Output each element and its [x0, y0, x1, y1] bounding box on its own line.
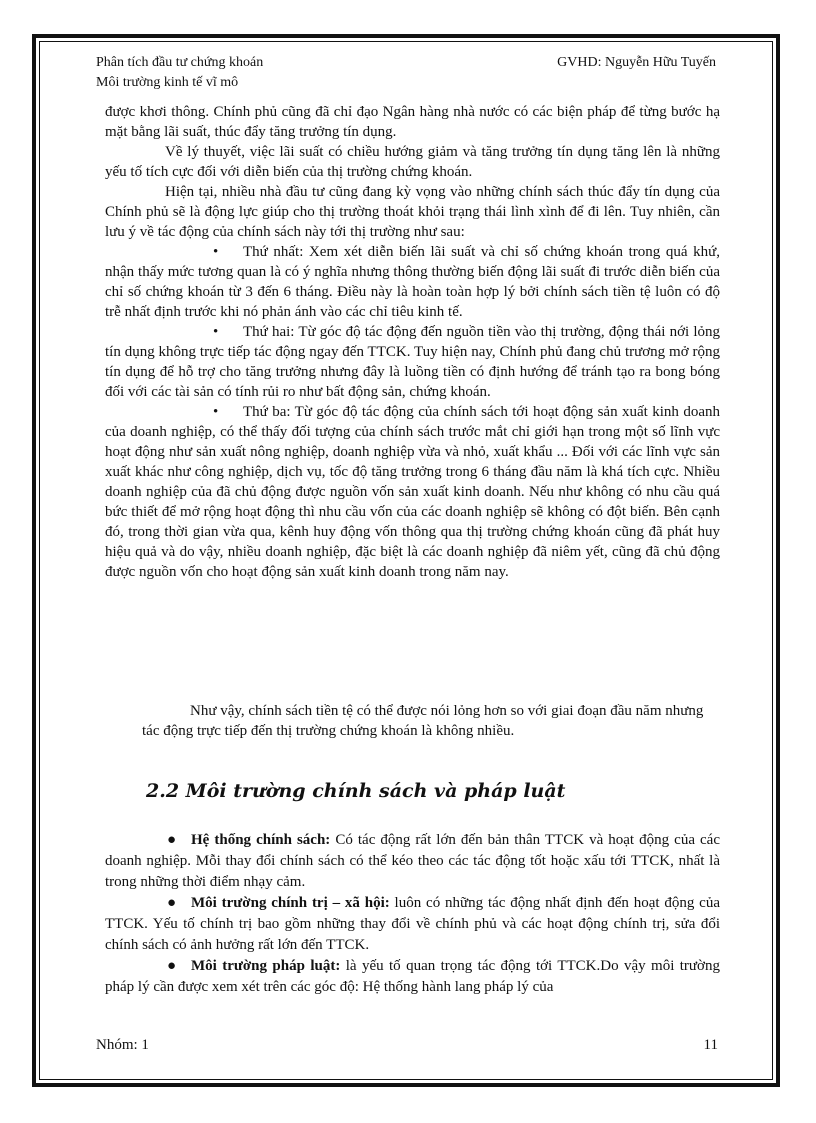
- page-number: 11: [703, 1037, 718, 1053]
- section-heading: 2.2 Môi trường chính sách và pháp luật: [146, 780, 566, 802]
- bullet-paragraph-2: [105, 322, 720, 402]
- filled-bullet-icon: ●: [167, 895, 177, 911]
- bullet-paragraph-1: [105, 242, 720, 322]
- bullet-text-2: Thứ hai: Từ góc độ tác động đến nguồn tiền vào thị trường, động thái nới lỏng tín dụng không trực tiếp tác động ngay đến TTCK. Tuy hiện nay, Chính phủ đang chủ trương mở rộng tín dụng để hỗ trợ cho tăng trưởng nhưng đây là luồng tiền có định hướng để tránh tạo ra bong bóng đối với các tài sản có tính rủi ro như bất động sản, chứng khoán.: [105, 324, 720, 400]
- paragraph-1: được khơi thông. Chính phủ cũng đã chỉ đạo Ngân hàng nhà nước có các biện pháp để từng bước hạ mặt bằng lãi suất, thúc đẩy tăng trưởng tín dụng.: [105, 104, 720, 140]
- conclusion-text: Như vậy, chính sách tiền tệ có thể được nói lỏng hơn so với giai đoạn đầu năm nhưng tác động trực tiếp đến thị trường chứng khoán là không nhiều.: [142, 703, 704, 739]
- section-list: [105, 830, 720, 998]
- paragraph-3: Hiện tại, nhiều nhà đầu tư cũng đang kỳ vọng vào những chính sách thúc đẩy tín dụng của Chính phủ sẽ là động lực giúp cho thị trường thoát khỏi trạng thái lình xình để đi lên. Tuy nhiên, cần lưu ý về tác động của chính sách này tới thị trường như sau:: [105, 184, 720, 240]
- section-item-label: Hệ thống chính sách:: [191, 832, 331, 848]
- section-item-text: luôn có những tác động nhất định đến hoạt động của TTCK. Yếu tố chính trị bao gồm những thay đổi về chính phủ và các hoạt động chính trị, sửa đổi chính sách có ảnh hưởng rất lớn đến TTCK.: [105, 895, 720, 953]
- header-course-title: Phân tích đầu tư chứng khoán: [96, 55, 264, 70]
- bullet-text-3: Thứ ba: Từ góc độ tác động của chính sách tới hoạt động sản xuất kinh doanh của doanh nghiệp, có thể thấy đối tượng của chính sách trước mắt chỉ giới hạn trong một số lĩnh vực hoạt động như sản xuất nông nghiệp, doanh nghiệp vừa và nhỏ, xuất khẩu ... Đối với các lĩnh vực sản xuất khác như công nghiệp, dịch vụ, tốc độ tăng trưởng trong 6 tháng đầu năm là khá tích cực. Nhiều doanh nghiệp của đã chủ động được nguồn vốn sản xuất kinh doanh. Nếu như không có nhu cầu quá bức thiết để mở rộng hoạt động thì nhu cầu vốn của các doanh nghiệp sẽ không có đột biến. Bên cạnh đó, trong thời gian vừa qua, kênh huy động vốn thông qua thị trường chứng khoán cũng đã phát huy hiệu quả và do vậy, nhiều doanh nghiệp, đặc biệt là các doanh nghiệp đã niêm yết, cũng đã chủ động được nguồn vốn cho hoạt động sản xuất kinh doanh trong năm nay.: [105, 404, 720, 580]
- bullet-text-1: Thứ nhất: Xem xét diễn biến lãi suất và chỉ số chứng khoán trong quá khứ, nhận thấy mức tương quan là có ý nghĩa nhưng thông thường biến động lãi suất đi trước diễn biến của chỉ số chứng khoán từ 3 đến 6 tháng. Điều này là hoàn toàn hợp lý bởi chính sách tiền tệ luôn có độ trễ nhất định trước khi nó phản ánh vào các chỉ tiêu kinh tế.: [105, 244, 720, 320]
- footer-group: Nhóm: 1: [96, 1037, 149, 1053]
- section-item-text: là yếu tố quan trọng tác động tới TTCK.Do vậy môi trường pháp lý cần được xem xét trên các góc độ: Hệ thống hành lang pháp lý của: [105, 958, 720, 995]
- header-advisor: GVHD: Nguyễn Hữu Tuyến: [557, 55, 716, 70]
- header-left: [96, 53, 263, 93]
- filled-bullet-icon: ●: [167, 832, 177, 848]
- section-item-politics: [105, 893, 720, 956]
- body-section: [105, 102, 720, 582]
- paragraph-2: Về lý thuyết, việc lãi suất có chiều hướng giảm và tăng trưởng tín dụng tăng lên là những yếu tố tích cực đối với diễn biến của thị trường chứng khoán.: [105, 144, 720, 180]
- section-item-label: Môi trường pháp luật:: [191, 958, 341, 974]
- filled-bullet-icon: ●: [167, 958, 177, 974]
- section-item-label: Môi trường chính trị – xã hội:: [191, 895, 390, 911]
- conclusion-paragraph: [142, 701, 720, 741]
- section-item-text: Có tác động rất lớn đến bản thân TTCK và hoạt động của các doanh nghiệp. Mỗi thay đổi chính sách có thể kéo theo các tác động tốt hoặc xấu tới TTCK, nhất là trong những thời điểm nhạy cảm.: [105, 832, 720, 890]
- bullet-icon: •: [213, 324, 219, 340]
- header-chapter-title: Môi trường kinh tế vĩ mô: [96, 75, 239, 90]
- section-item-law: [105, 956, 720, 998]
- bullet-paragraph-3: [105, 402, 720, 582]
- bullet-icon: •: [213, 404, 219, 420]
- section-item-policy: [105, 830, 720, 893]
- bullet-icon: •: [213, 244, 219, 260]
